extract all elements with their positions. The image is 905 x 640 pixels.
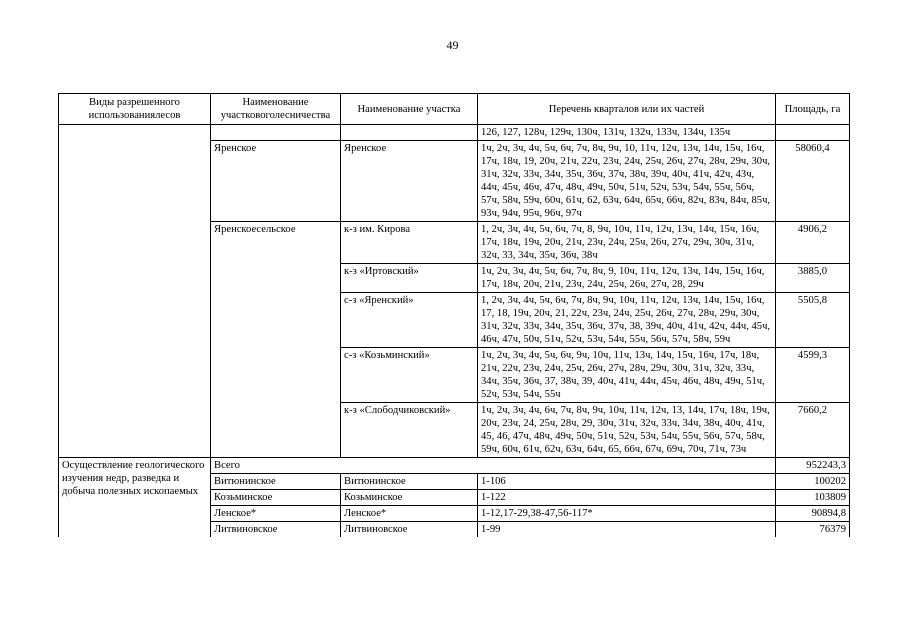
area-cell: 76379 (776, 522, 850, 538)
header-forestry: Наименование участковоголесничества (211, 94, 341, 125)
forestry-cell: Козьминское (211, 490, 341, 506)
forestry-cell: Ленское* (211, 506, 341, 522)
forestry-cell: Яренскоесельское (211, 222, 341, 458)
site-cell: с-з «Козьминский» (341, 348, 478, 403)
page-number: 49 (446, 38, 459, 52)
site-cell: к-з «Иртовский» (341, 264, 478, 293)
forestry-cell: Витюнинское (211, 474, 341, 490)
quarters-cell: 1ч, 2ч, 3ч, 4ч, 5ч, 6ч, 7ч, 8ч, 9ч, 10, 11ч, 12ч, 13ч, 14ч, 15ч, 16ч, 17ч, 18ч, 19, 20ч, 21ч, 22ч, 23ч, 24ч, 25ч, 26ч, 27ч, 28ч, 29ч, 30ч, 31ч, 32ч, 33ч, 34ч, 35ч, 36ч, 37ч, 38ч, 39ч, 40ч, 41ч, 42ч, 43ч, 44ч, 45ч, 46ч, 47ч, 48ч, 49ч, 50ч, 51ч, 52ч, 53ч, 54ч, 55ч, 56ч, 57ч, 58ч, 59ч, 60ч, 61ч, 62, 63ч, 64ч, 65ч, 66ч, 82ч, 83ч, 84ч, 85ч, 93ч, 94ч, 95ч, 96ч, 97ч (478, 141, 776, 222)
site-cell: с-з «Яренский» (341, 293, 478, 348)
total-area: 952243,3 (776, 458, 850, 474)
quarters-cell: 1ч, 2ч, 3ч, 4ч, 6ч, 7ч, 8ч, 9ч, 10ч, 11ч, 12ч, 13, 14ч, 17ч, 18ч, 19ч, 20ч, 23ч, 24, 25ч, 28ч, 29, 30ч, 31ч, 32ч, 33ч, 34ч, 38ч, 40ч, 41ч, 45, 46, 47ч, 48ч, 49ч, 50ч, 51ч, 52ч, 53ч, 54ч, 55ч, 56ч, 57ч, 58ч, 59ч, 60ч, 61ч, 62ч, 63ч, 64ч, 65, 66ч, 67ч, 69ч, 70ч, 71ч, 73ч (478, 403, 776, 458)
header-quarters: Перечень кварталов или их частей (478, 94, 776, 125)
site-cell: к-з «Слободчиковский» (341, 403, 478, 458)
use-type-geology: Осуществление геологического изучения недр, разведка и добыча полезных ископаемых (59, 458, 211, 538)
quarters-cell: 1, 2ч, 3ч, 4ч, 5ч, 6ч, 7ч, 8, 9ч, 10ч, 11ч, 12ч, 13ч, 14ч, 15ч, 16ч, 17ч, 18ч, 19ч, 20ч, 21ч, 23ч, 24ч, 25ч, 26ч, 27ч, 29ч, 30ч, 31ч, 32ч, 33, 34ч, 35ч, 36ч, 38ч (478, 222, 776, 264)
area-cell: 100202 (776, 474, 850, 490)
area-cell: 103809 (776, 490, 850, 506)
forest-use-table (58, 93, 850, 537)
quarters-cell: 1, 2ч, 3ч, 4ч, 5ч, 6ч, 7ч, 8ч, 9ч, 10ч, 11ч, 12ч, 13ч, 14ч, 15ч, 16ч, 17, 18, 19ч, 20ч, 21, 22ч, 23ч, 24ч, 25ч, 26ч, 27ч, 28ч, 29ч, 30ч, 31ч, 32ч, 33ч, 34ч, 35ч, 36ч, 37ч, 38, 39ч, 40ч, 41ч, 42ч, 44ч, 45ч, 46ч, 47ч, 50ч, 51ч, 52ч, 53ч, 54ч, 55ч, 56ч, 57ч, 58ч, 59ч (478, 293, 776, 348)
site-cell (341, 125, 478, 141)
use-type-cell (59, 125, 211, 458)
area-cell: 58060,4 (776, 141, 850, 222)
site-cell: Витюнинское (341, 474, 478, 490)
quarters-cell: 1-122 (478, 490, 776, 506)
total-label: Всего (211, 458, 776, 474)
area-cell: 5505,8 (776, 293, 850, 348)
area-cell: 4906,2 (776, 222, 850, 264)
quarters-cell: 1ч, 2ч, 3ч, 4ч, 5ч, 6ч, 9ч, 10ч, 11ч, 13ч, 14ч, 15ч, 16ч, 17ч, 18ч, 21ч, 22ч, 23ч, 24ч, 25ч, 26ч, 27ч, 28ч, 29ч, 30ч, 31ч, 32ч, 33ч, 34ч, 35ч, 36ч, 37, 38ч, 39, 40ч, 41ч, 44ч, 45ч, 46ч, 48ч, 49ч, 51ч, 52ч, 53ч, 54ч, 55ч (478, 348, 776, 403)
area-cell (776, 125, 850, 141)
site-cell: к-з им. Кирова (341, 222, 478, 264)
table-row-total (59, 458, 850, 474)
quarters-cell: 1-99 (478, 522, 776, 538)
area-cell: 7660,2 (776, 403, 850, 458)
area-cell: 90894,8 (776, 506, 850, 522)
area-cell: 4599,3 (776, 348, 850, 403)
quarters-cell: 1-12,17-29,38-47,56-117* (478, 506, 776, 522)
forestry-cell (211, 125, 341, 141)
header-site: Наименование участка (341, 94, 478, 125)
site-cell: Литвиновское (341, 522, 478, 538)
table-row (59, 125, 850, 141)
site-cell: Ленское* (341, 506, 478, 522)
table-header-row (59, 94, 850, 125)
area-cell: 3885,0 (776, 264, 850, 293)
quarters-cell: 1ч, 2ч, 3ч, 4ч, 5ч, 6ч, 7ч, 8ч, 9, 10ч, 11ч, 12ч, 13ч, 14ч, 15ч, 16ч, 17ч, 18ч, 20ч, 21ч, 23ч, 24ч, 25ч, 26ч, 27ч, 28, 29ч (478, 264, 776, 293)
forestry-cell: Литвиновское (211, 522, 341, 538)
site-cell: Козьминское (341, 490, 478, 506)
header-use-type: Виды разрешенного использованиялесов (59, 94, 211, 125)
header-area: Площадь, га (776, 94, 850, 125)
quarters-cell: 126, 127, 128ч, 129ч, 130ч, 131ч, 132ч, 133ч, 134ч, 135ч (478, 125, 776, 141)
quarters-cell: 1-106 (478, 474, 776, 490)
forestry-cell: Яренское (211, 141, 341, 222)
site-cell: Яренское (341, 141, 478, 222)
